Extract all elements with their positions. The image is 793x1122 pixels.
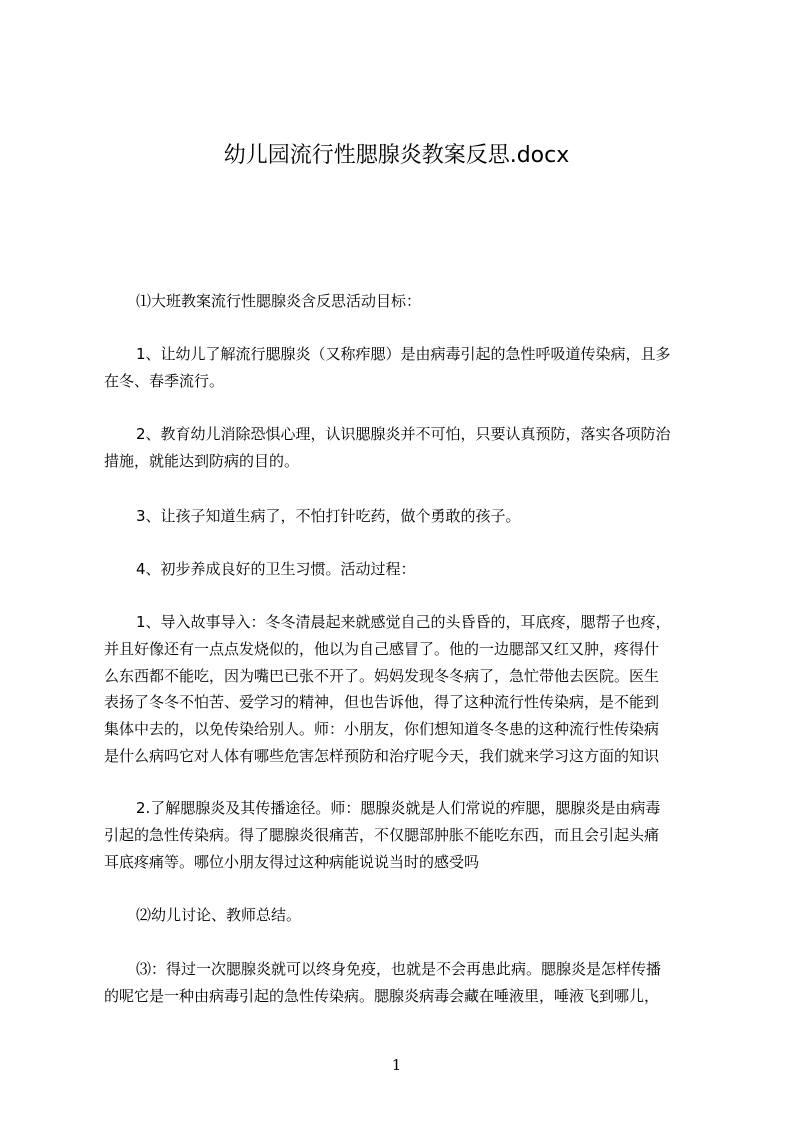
paragraph-5 xyxy=(104,556,710,583)
paragraph-line: ⑵幼儿讨论、教师总结。 xyxy=(136,906,302,924)
paragraph-line: 2.了解腮腺炎及其传播途径。师：腮腺炎就是人们常说的痄腮，腮腺炎是由病毒 xyxy=(136,799,661,817)
paragraph-3 xyxy=(104,421,710,475)
paragraph-line: ⑴大班教案流行性腮腺炎含反思活动目标： xyxy=(136,292,422,310)
paragraph-7 xyxy=(104,795,710,875)
paragraph-line: 1、导入故事导入：冬冬清晨起来就感觉自己的头昏昏的，耳底疼，腮帮子也疼， xyxy=(136,613,671,631)
paragraph-line: ⑶：得过一次腮腺炎就可以终身免疫，也就是不会再患此病。腮腺炎是怎样传播 xyxy=(136,960,662,978)
paragraph-line: 1、让幼儿了解流行腮腺炎（又称痄腮）是由病毒引起的急性呼吸道传染病，且多 xyxy=(136,345,671,363)
paragraph-line: 2、教育幼儿消除恐惧心理，认识腮腺炎并不可怕，只要认真预防，落实各项防治 xyxy=(136,425,671,443)
paragraph-line: 在冬、春季流行。 xyxy=(104,371,225,390)
paragraph-line: 表扬了冬冬不怕苦、爱学习的精神，但也告诉他，得了这种流行性传染病，是不能到 xyxy=(104,693,660,712)
paragraph-2 xyxy=(104,341,710,395)
paragraph-line: 么东西都不能吃，因为嘴巴已张不开了。妈妈发现冬冬病了，急忙带他去医院。医生 xyxy=(104,666,660,685)
paragraph-8 xyxy=(104,902,710,929)
paragraph-6 xyxy=(104,609,710,770)
paragraph-line: 4、初步养成良好的卫生习惯。活动过程： xyxy=(136,560,416,578)
paragraph-line: 是什么病吗它对人体有哪些危害怎样预防和治疗呢今天，我们就来学习这方面的知识 xyxy=(104,746,660,765)
paragraph-line: 引起的急性传染病。得了腮腺炎很痛苦，不仅腮部肿胀不能吃东西，而且会引起头痛 xyxy=(104,825,660,844)
paragraph-line: 3、让孩子知道生病了，不怕打针吃药，做个勇敢的孩子。 xyxy=(136,507,521,525)
paragraph-line: 并且好像还有一点点发烧似的，他以为自己感冒了。他的一边腮部又红又肿，疼得什 xyxy=(104,639,660,658)
paragraph-line: 措施，就能达到防病的目的。 xyxy=(104,451,300,470)
paragraph-line: 集体中去的，以免传染给别人。师：小朋友，你们想知道冬冬患的这种流行性传染病 xyxy=(104,720,660,739)
paragraph-line: 耳底疼痛等。哪位小朋友得过这种病能说说当时的感受吗 xyxy=(104,852,480,871)
document-title: 幼儿园流行性腮腺炎教案反思.docx xyxy=(223,143,570,168)
page-number: 1 xyxy=(391,1056,402,1074)
paragraph-9 xyxy=(104,956,710,1010)
paragraph-line: 的呢它是一种由病毒引起的急性传染病。腮腺炎病毒会藏在唾液里，唾液飞到哪儿， xyxy=(104,986,660,1005)
paragraph-4 xyxy=(104,503,710,530)
paragraph-1 xyxy=(104,288,710,315)
